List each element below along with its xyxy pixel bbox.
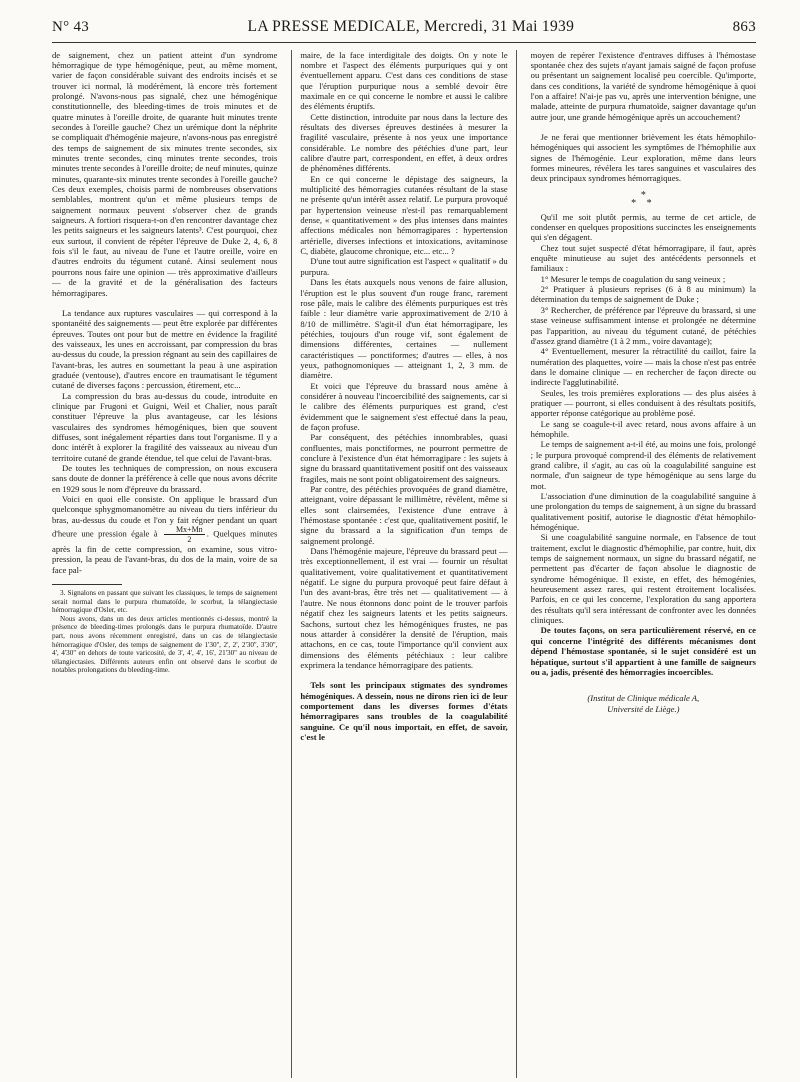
paragraph: Le sang se coagule-t-il avec retard, nous avons affaire à un hémophile. <box>530 418 756 439</box>
pressure-formula <box>164 525 205 544</box>
paragraph: Tels sont les principaux stigmates des syndromes hémogéniques. A dessein, nous ne dirons rien ici de leur comportement dans les diverses formes d'états hémorragipares sans troubles de la coagulabilité sanguine. Ce qu'il nous importait, en effet, de savoir, c'est le <box>300 680 508 742</box>
paragraph: Chez tout sujet suspecté d'état hémorragipare, il faut, après enquête minutieuse au sujet des antécédents personnels et familiaux : <box>530 242 756 274</box>
affiliation-line-2: Université de Liège.) <box>607 704 680 715</box>
formula-trail-text: . Quelques minutes après la fin de cette compression, on examine, sous vitro-pression, la peau de l'avant-bras, du dos de la main, voire de sa face pal- <box>52 528 278 575</box>
paragraph: D'une tout autre signification est l'aspect « qualitatif » du purpura. <box>300 256 508 277</box>
paragraph: Par contre, des pétéchies provoquées de grand diamètre, atteignant, voire dépassant le millimètre, révèlent, même si elles sont clairsemées, l'existence d'une entrave à l'hémostase spontanée : c'est que, qualitativement positif, le signe du brassard a la signification d'un temps de saignement prolongé. <box>300 484 508 546</box>
page-header <box>52 18 756 43</box>
paragraph: Et voici que l'épreuve du brassard nous amène à considérer à nouveau l'incoercibilité des saignements, car si le calibre des éléments purpuriques est grand, c'est évidemment que le saignement s'est effectué dans la peau, de façon profuse. <box>300 380 508 432</box>
paragraph: En ce qui concerne le dépistage des saigneurs, la multiplicité des hémorragies cutanées résultant de la stase ne présente qu'un intérêt assez relatif. Le purpura provoqué par hypertension veineuse n'est-il pas remarquablement dense, « quantitativement » des plus intenses dans maintes affections médicales non hémorragipares : hypertension artérielle, diverses infections et intoxications, avitaminose C, diabète, glaucome chronique, etc... etc... ? <box>300 173 508 257</box>
column-middle <box>291 50 516 1078</box>
footnotes <box>52 589 277 675</box>
footnote-rule <box>52 584 122 585</box>
issue-number: N° 43 <box>52 19 90 35</box>
footnote: Nous avons, dans un des deux articles mentionnés ci-dessus, montré la présence de bleeding-times prolongés dans le purpura rhumatoïde. D'autre part, nous avons récemment enregistré, dans un cas de télangiectasie hémorragique d'Osler, des temps de saignement de 1'30'', 2', 2', 2'30'', 3'30'', 4', 4'30'' en dehors de toute varicosité, de 3', 4', 4', 16', 21'30'' au niveau de télangiectasies. Différents auteurs enfin ont observé dans le scorbut de notables prolongations du bleeding-time. <box>52 614 278 675</box>
paragraph: Cette distinction, introduite par nous dans la lecture des résultats des diverses épreuves destinées à mesurer la fragilité vasculaire, présente à nos yeux une importance considérable. Le nombre des pétéchies d'une part, leur calibre d'autre part, correspondent, en effet, à deux ordres de phénomènes différents. <box>300 111 508 174</box>
affiliation-line-1: (Institut de Clinique médicale A, <box>587 693 700 704</box>
paragraph: Par conséquent, des pétéchies innombrables, quasi confluentes, mais ponctiformes, ne pourront permettre de conclure à l'existence d'un état hémorragipare : les sujets à signe du brassard quantitativement positif ont des vaisseaux fragiles, mais ne sont point obligatoirement des saigneurs. <box>300 432 508 484</box>
footnote: 3. Signalons en passant que suivant les classiques, le temps de saignement serait normal dans le purpura rhumatoïde, le scorbut, la télangiectasie hémorragique d'Osler, etc. <box>52 589 278 615</box>
paragraph: La compression du bras au-dessus du coude, introduite en clinique par Frugoni et Guigni, Weil et Chalier, nous paraît constituer l'épreuve la plus avantageuse, car les lésions vasculaires des syndromes hémogéniques, bien que souvent diffuses, sont inégalement réparties dans tout l'organisme. Il y a donc intérêt à explorer la fragilité des vaisseaux au niveau d'un territoire cutané de grande étendue, tel que celui de l'avant-bras. <box>52 390 278 463</box>
paragraph: De toutes façons, on sera particulièrement réservé, en ce qui concerne l'intégrité des différents mécanismes dont dépend l'hémostase spontanée, si le sujet considéré est un hépatique, surtout s'il appartient à une famille de saigneurs ou a, jadis, présenté des hémorragies incoercibles. <box>530 625 756 677</box>
paragraph: Je ne ferai que mentionner brièvement les états hémophilo-hémogéniques qui associent les symptômes de l'hémophilie aux signes de l'hémogénie. Leur exploration, même dans leurs formes mineures, révélera les tares sanguines et vasculaires des deux principaux syndromes hémorragiques. <box>530 132 756 184</box>
text-columns <box>52 50 756 1078</box>
paragraph <box>52 494 277 575</box>
paragraph: maire, de la face interdigitale des doigts. On y note le nombre et l'aspect des éléments purpuriques qui y ont éventuellement apparu. C'est dans ces conditions de stase que l'éruption purpurique nous a semblé devoir être maximale en ce qui concerne le nombre et aussi le calibre des éléments éruptifs. <box>300 49 508 112</box>
star-row-2: * * <box>631 197 656 209</box>
journal-title: LA PRESSE MEDICALE, Mercredi, 31 Mai 1939 <box>247 18 575 35</box>
page-number: 863 <box>732 19 756 35</box>
paragraph: La tendance aux ruptures vasculaires — qui correspond à la spontanéité des saignements — peut être explorée par différentes épreuves. Toutes ont pour but de mettre en évidence la fragilité des vaisseaux, les unes en accroissant, par compression du bras au-dessus du coude, la pression régnant au sein des capillaires de l'avant-bras, les autres en soumettant la peau à une aspiration graduée (ventouse), d'autres encore en traumatisant le tégument cutané de diverses façons : percussion, étirement, etc... <box>52 307 278 391</box>
section-separator-stars <box>531 189 756 209</box>
paragraph: Dans l'hémogénie majeure, l'épreuve du brassard peut — très exceptionnellement, il est vrai — fournir un résultat qualitativement, voire qualitativement et quantitativement négatif. Le signe du purpura provoqué peut faire défaut à l'un des avant-bras, être très net — qualitativement — à l'autre. Ne nous étonnons donc point de le trouver parfois négatif chez les saigneurs latents et les petits saigneurs. Sachons, surtout chez les hémogéniques frustes, ne pas nous attarder à considérer la densité de l'éruption, mais attachons, en ce cas, toute l'importance qu'il convient aux dimensions des éléments pétéchiaux : leur calibre exprimera la tendance hémorragipare des patients. <box>300 546 508 670</box>
formula-lead-text: Voici en quoi elle consiste. On applique le brassard d'un quelconque sphygmomanomètre au niveau du tiers inférieur du bras, au-dessus du coude et l'on y fait régner pendant un quart d'heure une pression égale à <box>52 494 278 539</box>
paragraph: Qu'il me soit plutôt permis, au terme de cet article, de condenser en quelques propositions succinctes les enseignements qui s'en dégagent. <box>530 211 756 243</box>
list-item: 3° Rechercher, de préférence par l'épreuve du brassard, si une stase veineuse suffisamment intense et prolongée ne détermine pas l'apparition, au niveau du tégument cutané, de pétéchies d'assez grand diamètre (1 à 2 mm., voire davantage); <box>530 304 756 346</box>
star-row-1: * <box>640 189 646 201</box>
paragraph: Dans les états auxquels nous venons de faire allusion, l'éruption est le plus souvent d'un rouge franc, rarement rose pâle, mais le calibre des éléments purpuriques est très faible : leur diamètre varie approximativement de 2/10 à 8/10 de millimètre. S'agit-il d'un état hémorragipare, les pétéchies, toujours d'un rouge vif, sont également de dimensions différentes, certaines — nullement caractéristiques — ponctiformes; d'autres — elles, à nos yeux, pathognomoniques — atteignant 1, 2, 3 mm. de diamètre. <box>300 277 508 381</box>
paragraph: Le temps de saignement a-t-il été, au moins une fois, prolongé ; le purpura provoqué comprend-il des éléments de relativement grand calibre, il s'agit, au cas où la coagulabilité sanguine est normale, d'un saigneur de type hémogénique au sens large du mot. <box>530 439 756 491</box>
paragraph: Si une coagulabilité sanguine normale, en l'absence de tout traitement, exclut le diagnostic d'hémophilie, par contre, huit, dix temps de saignement normaux, un signe du brassard négatif, ne permettent pas d'écarter de façon absolue le diagnostic de syndrome hémogénique. Il existe, en effet, des hémogénies, heureusement assez rares, qui restent étroitement localisées. Parfois, en ce qui les concerne, l'exploration du sang apportera des résultats qu'il sera intéressant de confronter avec les données cliniques. <box>530 532 756 626</box>
column-right <box>531 50 756 1078</box>
author-affiliation <box>531 693 756 715</box>
paragraph: Seules, les trois premières explorations — des plus aisées à pratiquer — pourront, si elles conduisent à des résultats positifs, apporter réponse catégorique au problème posé. <box>530 387 756 419</box>
column-left <box>52 50 277 1078</box>
paragraph: moyen de repérer l'existence d'entraves diffuses à l'hémostase spontanée chez des sujets n'ayant jamais saigné de façon profuse ou présentant un saignement localisé peu coercible. Qu'importe, dans ces conditions, la variété de syndrome hémogénique à quoi l'on a affaire! N'ai-je pas vu, après une intervention bénigne, une malade, atteinte de purpura rhumatoïde, saigner davantage qu'un autre jour, une grande hémogénique après un accouchement? <box>530 49 756 122</box>
list-item: 2° Pratiquer à plusieurs reprises (6 à 8 au minimum) la détermination du temps de saignement de Duke ; <box>530 284 756 305</box>
list-item: 4° Eventuellement, mesurer la rétractilité du caillot, faire la numération des plaquettes, voire — mais la chose n'est pas entrée dans le domaine clinique — en rechercher de façon directe ou indirecte l'agglutinabilité. <box>530 346 756 388</box>
formula-numerator: Mx+Mn <box>164 525 205 535</box>
paragraph: de saignement, chez un patient atteint d'un syndrome hémorragique de type hémogénique, peut, au même moment, varier de façon considérable suivant des endroits incisés et se trouver ici normal, là modérément, là encore très fortement prolongé. N'avons-nous pas signalé, chez une hémogénique constitutionnelle, des bleeding-times de trois minutes et de quatre minutes à l'oreille droite, de quarante huit minutes trente secondes à l'oreille gauche? Chez un urémique dont la néphrite se compliquait d'hémogénie majeure, n'avons-nous pas enregistré des temps de saignement de six minutes trente secondes, six minutes trente secondes, cinq minutes trente secondes, trois minutes trente secondes à l'oreille droite; de neuf minutes, quinze minutes, quarante-six minutes trente secondes à l'oreille gauche? Ces deux exemples, choisis parmi de nombreuses observations semblables, montrent qu'un et même plusieurs temps de saignement normaux peuvent s'observer chez de grands saigneurs. A fortiori risquera-t-on d'en rencontrer davantage chez les petits saigneurs et les saigneurs latents³. C'est pourquoi, chez eux surtout, il convient de répéter l'épreuve de Duke 2, 4, 6, 8 fois s'il le faut, au niveau de l'une et l'autre oreille, voire en d'autres endroits du tégument cutané. Ainsi seulement nous pourrons nous faire une opinion — très approximative d'ailleurs — de la gravité et de la généralisation des facteurs hémorragipares. <box>52 49 278 298</box>
formula-denominator: 2 <box>187 535 192 545</box>
paragraph: L'association d'une diminution de la coagulabilité sanguine à une prolongation du temps de saignement, à un signe du brassard qualitativement positif, autorise le diagnostic d'état hémophilo-hémogénique. <box>530 491 756 533</box>
list-item: 1° Mesurer le temps de coagulation du sang veineux ; <box>540 273 726 284</box>
paragraph: De toutes les techniques de compression, on nous excusera sans doute de donner la préférence à celle que nous avons décrite en 1929 sous le nom d'épreuve du brassard. <box>52 463 278 494</box>
